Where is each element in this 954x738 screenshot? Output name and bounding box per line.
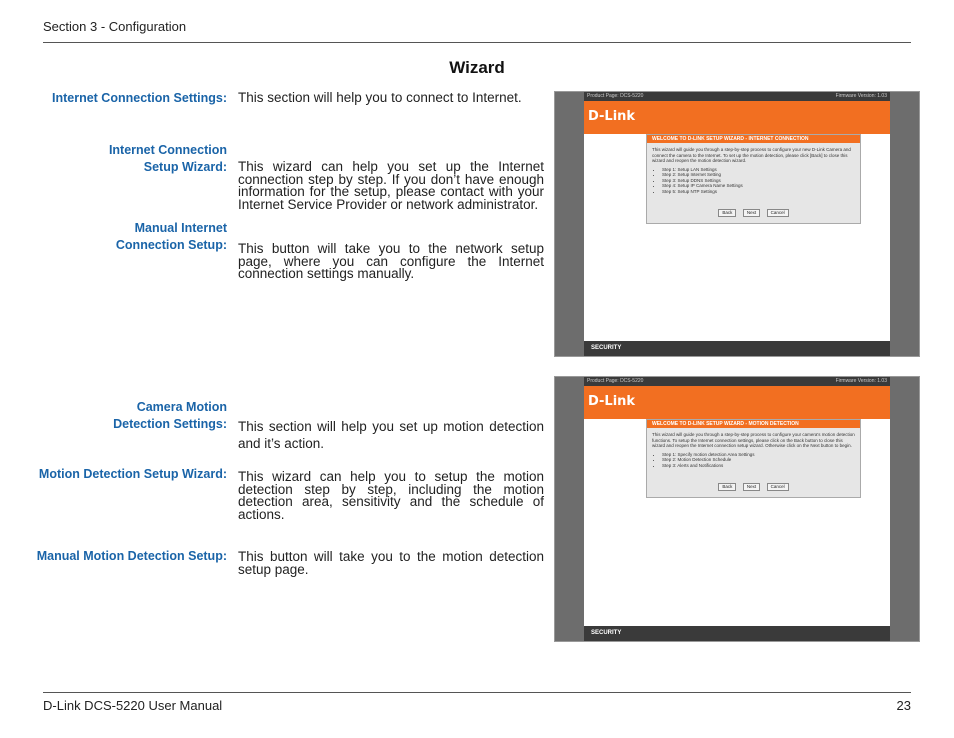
dialog-title: WELCOME TO D-LINK SETUP WIZARD - MOTION DETECTION (647, 420, 860, 428)
back-button[interactable]: Back (718, 483, 736, 491)
firmware-label: Firmware Version: 1.03 (835, 378, 887, 384)
step-item: • Step 2: Setup Internet Setting (662, 172, 855, 178)
desc-internet-connection-settings: This section will help you to connect to Internet. (238, 90, 522, 105)
screenshot-content (584, 419, 890, 626)
product-label: Product Page: DCS-5220 (587, 378, 644, 384)
orange-banner (584, 101, 890, 134)
desc-motion-detection-settings: This section will help you set up motion detection and it’s action. (238, 419, 544, 451)
steps-list (652, 167, 855, 195)
dialog-title: WELCOME TO D-LINK SETUP WIZARD - INTERNET CONNECTION (647, 135, 860, 143)
label-internet-connection-settings: Internet Connection Settings: (52, 91, 227, 105)
desc-manual-internet-setup: This button will take you to the network setup page, where you can configure the Internet connection settings manually. (238, 241, 544, 281)
screenshot-topbar (584, 377, 890, 386)
step-item: • Step 5: Setup NTP Settings (662, 189, 855, 195)
label-motion-setup-wizard: Motion Detection Setup Wizard: (38, 467, 227, 481)
page-number: 23 (896, 698, 911, 713)
desc-internet-setup-wizard: This wizard can help you set up the Internet connection step by step. If you don’t have enough information for the setup, please contact with your Internet Service Provider or network administrator. (238, 159, 544, 212)
product-label: Product Page: DCS-5220 (587, 93, 644, 99)
step-item: • Step 3: Alerts and Notifications (662, 463, 855, 469)
screenshot-topbar (584, 92, 890, 101)
security-footer: SECURITY (584, 341, 890, 356)
firmware-label: Firmware Version: 1.03 (835, 93, 887, 99)
footer-rule (43, 692, 911, 693)
label-motion-detection-settings: Camera Motion Detection Settings: (113, 400, 227, 431)
step-item: • Step 1: Specify motion detection Area Settings (662, 452, 855, 458)
cancel-button[interactable]: Cancel (767, 209, 789, 217)
label-manual-motion-setup: Manual Motion Detection Setup: (36, 549, 227, 563)
dialog-text: This wizard will guide you through a step-by-step process to configure your new D-Link Camera and connect the camera to the Internet. To set up the motion detection, please click [Back] to close this wizard and reopen the motion detection wizard. (652, 147, 851, 163)
label-manual-internet-setup: Manual Internet Connection Setup: (115, 221, 227, 252)
dlink-logo: D-Link (588, 109, 636, 124)
steps-list (652, 452, 855, 469)
step-item: • Step 2: Motion Detection Schedule (662, 457, 855, 463)
header-rule (43, 42, 911, 43)
dlink-logo: D-Link (588, 394, 636, 409)
security-footer: SECURITY (584, 626, 890, 641)
back-button[interactable]: Back (718, 209, 736, 217)
step-item: • Step 4: Setup IP Camera Name Settings (662, 183, 855, 189)
cancel-button[interactable]: Cancel (767, 483, 789, 491)
desc-manual-motion-setup: This button will take you to the motion detection setup page. (238, 549, 544, 577)
label-internet-setup-wizard: Internet Connection Setup Wizard: (108, 143, 227, 174)
motion-wizard-screenshot (554, 376, 920, 642)
internet-wizard-screenshot (554, 91, 920, 357)
next-button[interactable]: Next (743, 483, 760, 491)
page-title: Wizard (449, 58, 505, 77)
wizard-dialog (646, 134, 861, 224)
step-item: • Step 1: Setup LAN Settings (662, 167, 855, 173)
step-item: • Step 3: Setup DDNS Settings (662, 178, 855, 184)
desc-motion-setup-wizard: This wizard can help you to setup the motion detection step by step, including the motion detection area, sensitivity and the schedule of actions. (238, 469, 544, 522)
orange-banner (584, 386, 890, 419)
screenshot-content (584, 134, 890, 341)
wizard-dialog (646, 419, 861, 498)
next-button[interactable]: Next (743, 209, 760, 217)
dialog-text: This wizard will guide you through a step-by-step process to configure your camera's motion detection functions. To setup the Internet connection settings, please click on the Back button to close this wizard and reopen the Internet connection setup wizard. Otherwise click on the Next button to begin. (652, 432, 855, 448)
section-header: Section 3 - Configuration (43, 19, 187, 34)
manual-title: D-Link DCS-5220 User Manual (43, 698, 223, 713)
